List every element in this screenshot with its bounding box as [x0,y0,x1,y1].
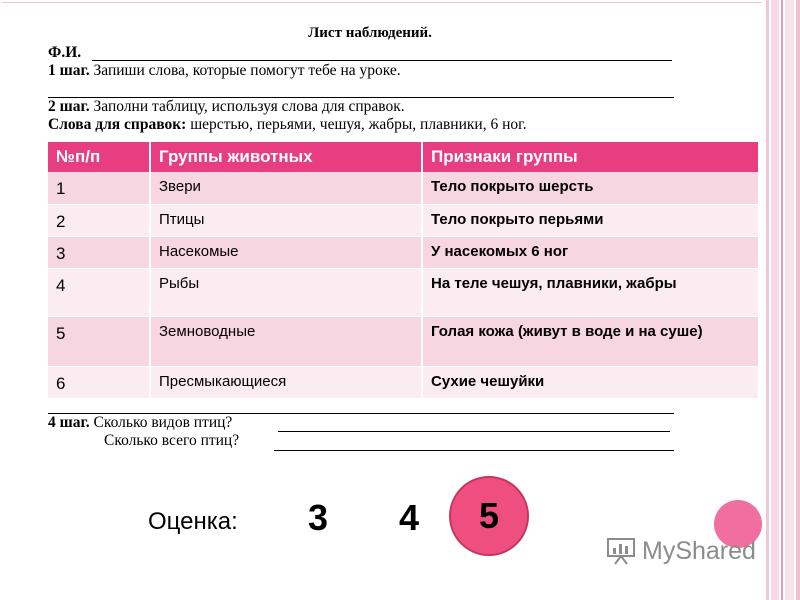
row-number: 4 [48,268,150,316]
row-group: Рыбы [150,268,422,316]
row-group: Земноводные [150,316,422,366]
logo-text: MyShared [642,536,756,565]
table-row [48,236,759,268]
fio-line: Ф.И. [48,44,82,61]
header-groups: Группы животных [150,142,422,172]
chart-presentation-icon [606,536,636,566]
table-row [48,366,759,398]
grade-option-3[interactable]: 3 [308,497,329,538]
table-row [48,204,759,236]
step1-line: 1 шаг. Запиши слова, которые помогут тебе на уроке. [48,62,401,79]
grade-label: Оценка: [148,508,238,535]
grade-option-5-selected[interactable] [449,476,529,556]
row-feature: У насекомых 6 ног [422,236,759,268]
row-group: Птицы [150,204,422,236]
row-feature: Сухие чешуйки [422,366,759,398]
total-birds-line: Сколько всего птиц? [104,432,240,449]
table-row [48,268,759,316]
fio-underline [92,60,672,61]
total-answer-line [274,450,674,451]
row-feature: Тело покрыто перьями [422,204,759,236]
grade-option-5-label: 5 [478,495,500,536]
row-number: 2 [48,204,150,236]
row-feature: На теле чешуя, плавники, жабры [422,268,759,316]
row-feature: Голая кожа (живут в воде и на суше) [422,316,759,366]
header-number: №п/п [48,142,150,172]
row-feature: Тело покрыто шерсть [422,172,759,204]
help-words-line: Слова для справок: шерстью, перьями, чешуя, жабры, плавники, 6 ног. [48,116,527,133]
animal-groups-table [48,142,760,399]
species-answer-line [278,431,670,432]
row-group: Звери [150,172,422,204]
row-number: 1 [48,172,150,204]
decorative-stripes [766,0,800,600]
row-number: 5 [48,316,150,366]
step4-line: 4 шаг. Сколько видов птиц? [48,414,233,431]
row-number: 3 [48,236,150,268]
myshared-logo [606,536,756,566]
page-title: Лист наблюдений. [308,25,432,41]
row-group: Пресмыкающиеся [150,366,422,398]
grade-option-4[interactable]: 4 [399,497,420,538]
table-header-row [48,142,759,172]
row-number: 6 [48,366,150,398]
table-row [48,172,759,204]
row-group: Насекомые [150,236,422,268]
table-row [48,316,759,366]
header-features: Признаки группы [422,142,759,172]
step2-line: 2 шаг. Заполни таблицу, используя слова для справок. [48,98,405,115]
